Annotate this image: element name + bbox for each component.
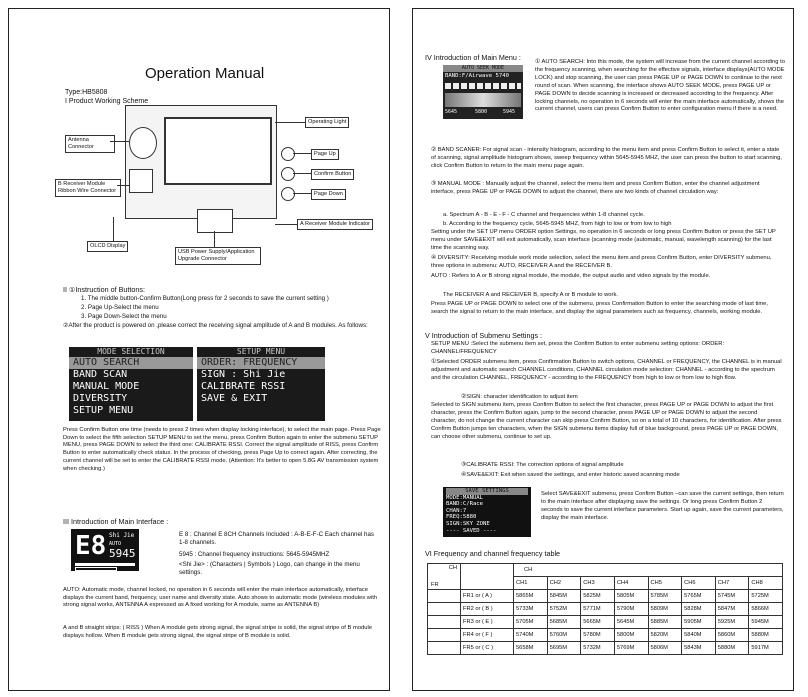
leader-line <box>293 193 311 194</box>
frequency-cell: 5917M <box>749 642 783 655</box>
usb-label: USB Power Supply/Application Upgrade Connector <box>175 247 261 265</box>
lcd-band-row: BAND:F/Airwave 5740 <box>445 73 509 79</box>
frequency-cell: 5785M <box>648 590 682 603</box>
column-header: CH5 <box>648 577 682 590</box>
lcd-mode: AUTO <box>109 541 122 547</box>
page-down-button-shape <box>281 187 295 201</box>
row-spacer-cell <box>428 642 461 655</box>
antenna-port <box>129 127 157 159</box>
diversity-description: ④ DIVERSITY: Receiving module work mode selection, select the menu item and press Confirm Button, enter DIVERSITY submenu, three options in submenu: AUTO, RECEIVER A and the RECEIVER B. <box>431 255 772 269</box>
corner-cell <box>428 564 461 590</box>
table-row <box>428 629 783 642</box>
frequency-description: 5945 : Channel frequency instructions: 5645-5945MHZ <box>179 551 330 558</box>
table-row <box>428 590 783 603</box>
button-item: 1. The middle button-Confirm Button(Long press for 2 seconds to save the current setting ) <box>81 295 329 302</box>
page-down-label: Page Down <box>311 189 346 200</box>
manual-mode-option-a: a. Spectrum A - B - E - F - C channel and frequencies within 1-8 channel cycle. <box>443 212 645 218</box>
signal-strip-b <box>75 567 117 571</box>
lcd-line: SIGN:SKY ZONE <box>446 520 490 527</box>
setup-menu-description: SETUP MENU :Select the submenu item set, press the Confirm Button to enter submenu setting options: ORDER: CHANNEL/FREQUENCY <box>431 341 725 355</box>
mode-item: DIVERSITY <box>73 393 128 404</box>
frequency-cell: 5695M <box>547 642 581 655</box>
setup-item: CALIBRATE RSSI <box>201 381 286 392</box>
receiver-ribbon-label: B Receiver Module Ribbon Wire Connector <box>55 179 121 197</box>
frequency-cell: 5825M <box>581 590 615 603</box>
column-header: CH8 <box>749 577 783 590</box>
mode-item: SETUP MENU <box>73 405 134 416</box>
calibrate-rssi-description: ③CALIBRATE RSSI: The correction options of signal amplitude <box>461 462 624 468</box>
row-label: FR3 or ( E ) <box>461 616 514 629</box>
device-screen <box>164 117 272 185</box>
right-page <box>412 8 794 691</box>
auto-seek-screen <box>443 65 523 119</box>
manual-mode-option-b: b. According to the frequency cycle, 5645-5945 MHZ, from high to low or from low to high <box>443 221 672 227</box>
section-2-heading: II ①Instruction of Buttons: <box>63 285 145 294</box>
frequency-cell: 5820M <box>648 629 682 642</box>
leader-line <box>293 153 311 154</box>
diversity-auto-description: AUTO : Refers to A or B strong signal module, the module, the output audio and video signals by the module. <box>431 273 711 279</box>
frequency-cell: 5685M <box>547 616 581 629</box>
frequency-cell: 5880M <box>715 642 749 655</box>
frequency-table <box>427 563 783 655</box>
ch-label: CH <box>448 565 457 571</box>
lcd-line: SAVE SETTINGS <box>446 488 528 495</box>
type-label: Type:HB5808 <box>65 89 108 96</box>
lcd-name: Shi Jie <box>109 532 135 539</box>
section-1-heading: I Product Working Scheme <box>65 98 149 105</box>
signal-strip-a <box>75 563 135 566</box>
row-spacer-cell <box>428 629 461 642</box>
table-header-row <box>428 564 783 577</box>
frequency-cell: 5860M <box>715 629 749 642</box>
column-header: CH3 <box>581 577 615 590</box>
frequency-cell: 5843M <box>682 642 716 655</box>
frequency-cell: 5745M <box>715 590 749 603</box>
leader-line <box>275 122 305 123</box>
sign-heading: ②SIGN: character identification to adjust item <box>461 394 578 400</box>
row-spacer-cell <box>428 616 461 629</box>
row-label: FR4 or ( F ) <box>461 629 514 642</box>
fr-label: FR <box>431 582 439 588</box>
column-header: CH1 <box>514 577 548 590</box>
lcd-freq-low: 5645 <box>445 109 458 115</box>
frequency-cell: 5733M <box>514 603 548 616</box>
section-5-heading: V Introduction of Submenu Settings : <box>425 331 543 340</box>
lcd-line: BAND:C/Race <box>446 501 484 508</box>
table-row <box>428 616 783 629</box>
frequency-cell: 5658M <box>514 642 548 655</box>
lcd-frequency: 5945 <box>109 547 136 560</box>
lcd-freq-mid: 5800 <box>475 109 488 115</box>
frequency-cell: 5945M <box>749 616 783 629</box>
row-spacer-cell <box>428 590 461 603</box>
frequency-cell: 5752M <box>547 603 581 616</box>
page-up-button-shape <box>281 147 295 161</box>
frequency-cell: 5866M <box>749 603 783 616</box>
diversity-selection-description: Press PAGE UP or PAGE DOWN to select one of the submenu, press Confirmation Button to enter the searching mode of last time, search the signal to return to the main interface, and display the signal parameters such as frequency, channels, working module. <box>431 301 769 315</box>
calibration-instructions: Press Confirm Button one time (needs to press 2 times when display locking interface), to select the main page. Press Page Down to select the fifth selection SETUP MENU to set the menu, press Confirm Button again to enter the submenu SETUP MENU, press PAGE DOWN to select the third one: CALIBRATE RSSI. Correct the signal amplitude of RISS, press Confirm Button to enter automatically check status. In the process of checking, press Page Up to correct again. After correcting, the current channel will be set to enter the CALIBRATE RSSI mode. (Attention: It's better to open 5.8G AV transmission system when checking.) <box>63 427 381 472</box>
scan-histogram <box>445 93 521 107</box>
blank-header-cell <box>461 564 514 577</box>
mode-item: AUTO SEARCH <box>69 357 193 369</box>
mode-item: BAND SCAN <box>73 369 128 380</box>
channel-description: E 8 : Channel E 8CH Channels Included : A-B-E-F-C Each channel has 1-8 channels. <box>179 531 375 547</box>
leader-line <box>293 173 311 174</box>
frequency-cell: 5800M <box>614 629 648 642</box>
frequency-cell: 5805M <box>614 590 648 603</box>
frequency-cell: 5845M <box>547 590 581 603</box>
auto-mode-description: AUTO: Automatic mode, channel locked, no operation in 6 seconds will enter the main interface automatically, interface displays the current band, frequency, user name and diversity state. Auto shows to automatic mode (wireless modules with strong signal works, ANTENNA A expressed as A fixed working for A module, same as ANTENNA B) <box>63 587 378 609</box>
frequency-cell: 5809M <box>648 603 682 616</box>
frequency-cell: 5790M <box>614 603 648 616</box>
order-description: ①Selected ORDER submenu item, press Confirmation Button to switch options, CHANNEL or FREQUENCY, the CHANNEL is in manual adjustment and automatic search CHANNEL conditions, CHANNEL circulation mode selection: CHANNEL - according to the spectrum and the circulation CHANNEL, FREQUENCY - according to the FREQUENCY from high to low or from low to high flow. <box>431 359 782 381</box>
button-item: 2. Page Up-Select the menu <box>81 304 159 311</box>
table-row <box>428 603 783 616</box>
confirm-label: Confirm Button <box>311 169 354 180</box>
save-exit-description: Select SAVE&EXIT submenu, press Confirm Button –can save the current settings, then return to the main interface after displaying save the settings. Or long press Confirm Button 2 seconds to save the current interface parameters. Start up again, save the current parameters, display the main interface. <box>541 491 784 521</box>
page-title: Operation Manual <box>145 65 265 82</box>
frequency-cell: 5847M <box>715 603 749 616</box>
column-header: CH2 <box>547 577 581 590</box>
section-4-heading: IV Introduction of Main Menu : <box>425 53 521 62</box>
order-setting-description: Setting under the SET UP menu ORDER option Settings, no operation in 6 seconds or long press Confirm Button or press the SET UP menu under SAVE&EXIT will exit automatically, scan interface (scanning mode (automatic, manual, wavelength scanning) for the last time the scanning way. <box>431 229 776 251</box>
column-header: CH4 <box>614 577 648 590</box>
setup-menu-screen <box>197 347 325 421</box>
row-label: FR2 or ( B ) <box>461 603 514 616</box>
mode-item: MANUAL MODE <box>73 381 140 392</box>
leader-line <box>113 217 114 241</box>
diversity-receiver-description: The RECEIVER A and RECEIVER B, specify A or B module to work. <box>443 292 618 298</box>
column-header: CH6 <box>682 577 716 590</box>
frequency-cell: 5645M <box>614 616 648 629</box>
table-row <box>428 642 783 655</box>
frequency-cell: 5732M <box>581 642 615 655</box>
page-up-label: Page Up <box>311 149 339 160</box>
lcd-line: ---- SAVED ---- <box>446 527 497 534</box>
calibration-intro: ②After the product is powered on ,please correct the receiving signal amplitude of A and B modules. As follows: <box>63 322 368 329</box>
lcd-line: MODE:MANUAL <box>446 494 484 501</box>
lcd-title: AUTO SEEK MODE <box>443 65 523 72</box>
setup-menu-title: SETUP MENU <box>236 347 286 356</box>
frequency-cell: 5925M <box>715 616 749 629</box>
lcd-channel: E8 <box>75 531 107 561</box>
frequency-cell: 5828M <box>682 603 716 616</box>
frequency-cell: 5905M <box>682 616 716 629</box>
setup-item: ORDER: FREQUENCY <box>197 357 325 369</box>
row-label: FR5 or ( C ) <box>461 642 514 655</box>
button-item: 3. Page Down-Select the menu <box>81 313 167 320</box>
blank-header-cell <box>461 577 514 590</box>
section-6-heading: VI Frequency and channel frequency table <box>425 549 561 558</box>
setup-item: SIGN : Shi Jie <box>201 369 286 380</box>
lcd-freq-high: 5945 <box>503 109 516 115</box>
frequency-cell: 5780M <box>581 629 615 642</box>
leader-line <box>110 141 129 142</box>
leader-line <box>117 185 129 186</box>
frequency-cell: 5885M <box>648 616 682 629</box>
frequency-cell: 5806M <box>648 642 682 655</box>
antenna-label: Antenna Connector <box>65 135 115 153</box>
main-interface-screen <box>71 529 139 571</box>
channel-boxes <box>445 83 521 89</box>
band-scan-description: ② BAND SCANER: For signal scan - intensity histogram, according to the menu item and press Confirm Button to select it, enter a state of scanning, signal amplitude histogram shows, sweep frequency within 5645-5945 MHZ, the user can press the button to start scanning, click Confirm Button to return to the main menu page again. <box>431 147 782 169</box>
setup-item: SAVE & EXIT <box>201 393 268 404</box>
ribbon-port <box>129 169 153 193</box>
frequency-cell: 5865M <box>514 590 548 603</box>
mode-selection-title: MODE SELECTION <box>97 347 165 356</box>
save-settings-screen <box>443 487 531 537</box>
frequency-cell: 5765M <box>682 590 716 603</box>
leader-line <box>214 231 215 247</box>
frequency-cell: 5725M <box>749 590 783 603</box>
row-spacer-cell <box>428 603 461 616</box>
lcd-line: CHAN:7 <box>446 507 467 514</box>
leader-line <box>275 224 297 225</box>
ch-group-header: CH <box>514 564 783 577</box>
sign-description: Selected to SIGN submenu item, press Confirm Button to select the first character, press PAGE UP or PAGE DOWN to adjust the first character, press the Confirm Button again, jump to the second character, press PAGE UP or PAGE DOWN to adjust the second character, do not change the current character can skip press Confirm Button, so on a total of 10 characters, for identification. After press Confirm Button jumps ten characters, when the SIGN submenu items display full of blue background, press PAGE UP or PAGE DOWN, can choose other submenu, continue to set up. <box>431 402 782 440</box>
frequency-cell: 5771M <box>581 603 615 616</box>
frequency-cell: 5705M <box>514 616 548 629</box>
column-header: CH7 <box>715 577 749 590</box>
frequency-cell: 5880M <box>749 629 783 642</box>
mode-selection-screen <box>69 347 193 421</box>
logo-description: <Shi Jie> : (Characters | Symbols ) Logo, can change in the menu settings. <box>179 561 360 577</box>
confirm-button-shape <box>281 167 295 181</box>
frequency-cell: 5760M <box>547 629 581 642</box>
frequency-cell: 5840M <box>682 629 716 642</box>
operating-light-label: Operating Light <box>305 117 349 128</box>
left-page <box>8 8 390 691</box>
oled-label: OLCD Display <box>87 241 128 252</box>
lcd-line: FREQ:5880 <box>446 514 477 521</box>
signal-strip-description: A and B straight strips: ( RISS ) When A module gets strong signal, the signal stripe is solid, the signal stripe of B module displays hollow. When B module gets strong signal, the signal stripe of B module is solid. <box>63 625 372 639</box>
table-header-row <box>428 577 783 590</box>
frequency-cell: 5665M <box>581 616 615 629</box>
usb-port <box>197 209 233 233</box>
receiver-indicator-label: A Receiver Module Indicator <box>297 219 373 230</box>
section-3-heading: III Introduction of Main Interface : <box>63 517 169 526</box>
manual-mode-description: ③ MANUAL MODE : Manually adjust the channel, select the menu item and press Confirm Button, enter the channel adjustment interface, press PAGE UP or PAGE DOWN to adjust the channel, there are two kinds of channel circulation way: <box>431 181 760 195</box>
frequency-cell: 5740M <box>514 629 548 642</box>
auto-search-description: ① AUTO SEARCH: Into this mode, the system will increase from the current channel according to the frequency scanning, when searching for the effective signals, interface displays(AUTO MODE LOCK) and stop scanning, the user can press PAGE UP or PAGE DOWN to continue to the next round of scan. When scanning, the interface shows AUTO SEEK MODE, press PAGE UP or PAGE DOWN to decide scanning is increased or decreased according to the frequency. After locking channels, no operation in 6 seconds will enter the main interface automatically, shows the current channel, users can press Confirm Button to enter configuration menu if there is a need. <box>535 59 785 113</box>
frequency-cell: 5769M <box>614 642 648 655</box>
save-exit-heading: ④SAVE&EXIT: Exit when saved the settings, and enter historic saved scanning mode <box>461 472 680 478</box>
row-label: FR1 or ( A ) <box>461 590 514 603</box>
